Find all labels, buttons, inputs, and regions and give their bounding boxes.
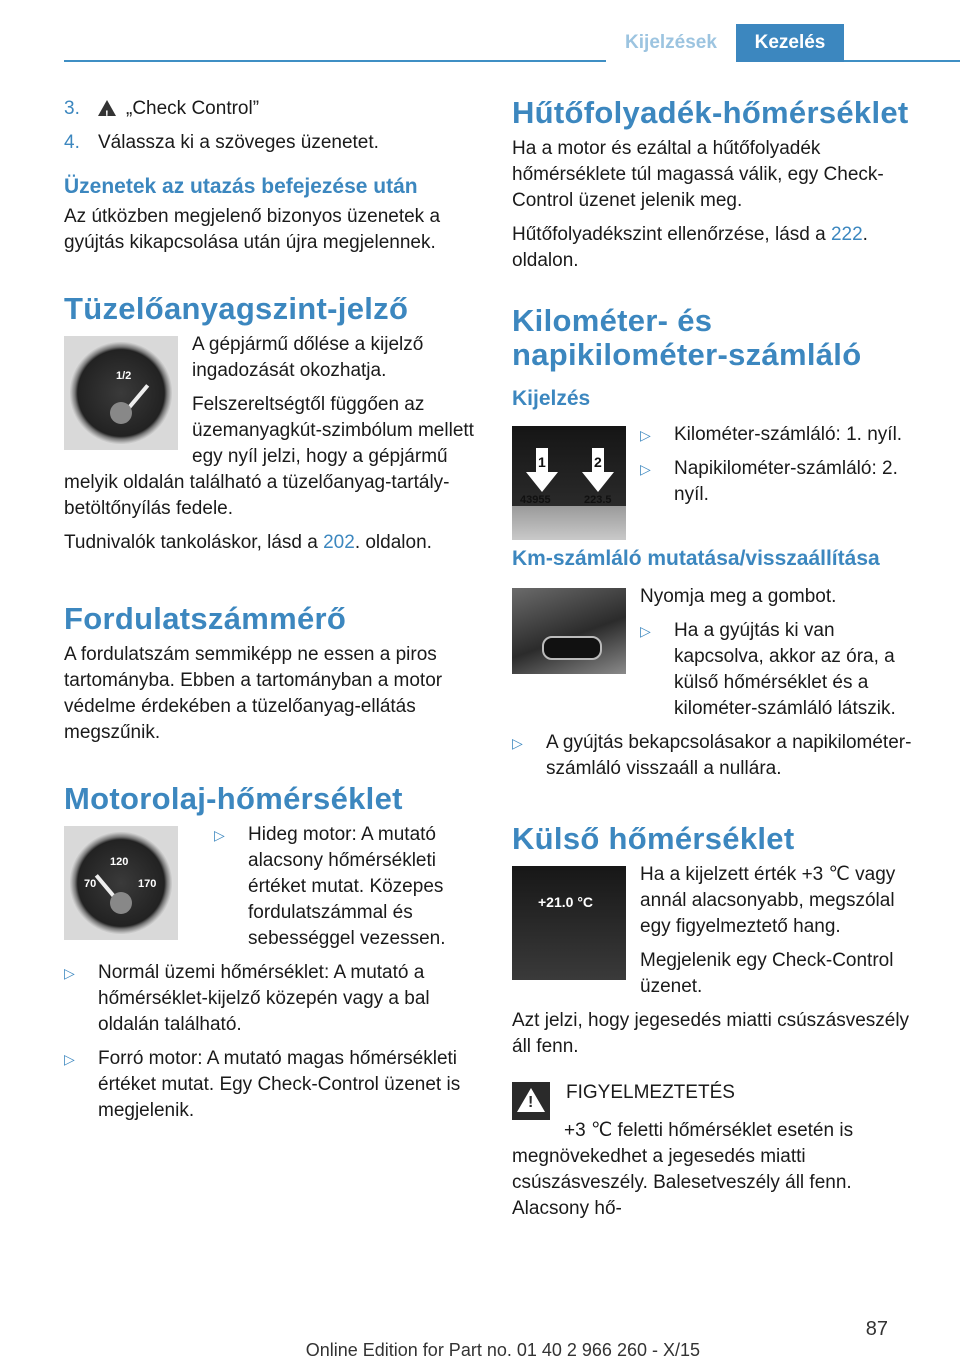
odo-item: ▷ Napikilométer-számláló: 2. nyíl. <box>640 456 928 508</box>
oil-item: ▷ Hideg motor: A mutató alacsony hőmérsékleti értéket mutat. Közepes fordulatszámmal és sebességgel vezessen. <box>214 822 480 952</box>
step-text: Válassza ki a szöveges üzenetet. <box>98 132 379 153</box>
odo-title: Kilométer- és napikilométer-számláló <box>512 303 862 372</box>
edition-footer: Online Edition for Part no. 01 40 2 966 260 - X/15 <box>305 1340 700 1360</box>
fuel-gauge-image <box>64 336 178 450</box>
rpm-text: A fordulatszám semmiképp ne essen a piros tartományba. Ebben a tartományban a motor védelme érdekében a tüzelőanyag-ellátás megszűnik. <box>64 644 443 743</box>
ext-p1: Ha a kijelzett érték +3 ℃ vagy annál alacsonyabb, megszólal egy figyelmeztető hang. <box>640 864 896 937</box>
subheading-after-trip: Üzenetek az utazás befejezése után <box>64 175 418 198</box>
odo-item: ▷ Kilométer-számláló: 1. nyíl. <box>640 422 928 448</box>
after-trip-text: Az útközben megjelenő bizonyos üzenetek a gyújtás kikapcsolása után újra megjelennek. <box>64 206 441 253</box>
warning-triangle-icon <box>98 100 116 116</box>
outside-temp-image: +21.0 °C <box>512 866 626 980</box>
oil-item: ▷ Normál üzemi hőmérséklet: A mutató a hőmérséklet-kijelző közepén vagy a bal oldalán található. <box>64 960 480 1038</box>
odometer-image: 1 2 43955 223.5 <box>512 426 626 540</box>
triangle-bullet-icon: ▷ <box>214 827 225 843</box>
step-number: 4. <box>64 132 80 153</box>
tab-kijelzesek[interactable]: Kijelzések <box>606 24 736 62</box>
warning-text: +3 ℃ feletti hőmérséklet esetén is megnövekedhet a jegesedés miatti csúszásveszély. Balesetveszély áll fenn. Alacsony hő- <box>512 1120 854 1219</box>
step-text: „Check Control” <box>126 98 260 119</box>
fuel-p2: Felszereltségtől függően az üzemanyagkút-szimbólum mellett egy nyíl jelzi, hogy a gépjármű melyik oldalán található a tüzelőanyag-tartály-betöltőnyílás fedele. <box>64 394 474 519</box>
odo-subheading: Kijelzés <box>512 387 591 410</box>
oil-title: Motorolaj-hőmérséklet <box>64 781 403 816</box>
triangle-bullet-icon: ▷ <box>512 735 523 751</box>
km-item: ▷ Ha a gyújtás ki van kapcsolva, akkor az óra, a külső hőmérséklet és a kilométer-számláló látszik. <box>640 618 928 722</box>
oil-gauge-image: 70 120 170 <box>64 826 178 940</box>
km-p1: Nyomja meg a gombot. <box>640 586 837 607</box>
page-number: 87 <box>865 1318 888 1340</box>
fuel-title: Tüzelőanyagszint-jelző <box>64 291 409 326</box>
reset-button-image <box>512 588 626 674</box>
triangle-bullet-icon: ▷ <box>640 623 651 639</box>
oil-item: ▷ Forró motor: A mutató magas hőmérsékleti értéket mutat. Egy Check-Control üzenet is megjelenik. <box>64 1046 480 1124</box>
warning-box <box>512 1078 928 1222</box>
step-4 <box>64 130 480 156</box>
km-subheading: Km-számláló mutatása/visszaállítása <box>512 547 880 570</box>
fuel-p3: Tudnivalók tankoláskor, lásd a 202. oldalon. <box>64 532 432 553</box>
page-link-202[interactable]: 202 <box>323 532 355 553</box>
ext-p2: Megjelenik egy Check-Control üzenet. <box>640 950 894 997</box>
step-3 <box>64 96 480 122</box>
fuel-p1: A gépjármű dőlése a kijelző ingadozását okozhatja. <box>192 334 424 381</box>
km-item: ▷ A gyújtás bekapcsolásakor a napikilométer-számláló visszaáll a nullára. <box>512 730 928 782</box>
right-column <box>512 96 928 1230</box>
warning-icon: ! <box>512 1082 550 1120</box>
warning-title: FIGYELMEZTETÉS <box>566 1082 735 1103</box>
step-number: 3. <box>64 98 80 119</box>
ext-title: Külső hőmérséklet <box>512 821 795 856</box>
triangle-bullet-icon: ▷ <box>64 1051 75 1067</box>
triangle-bullet-icon: ▷ <box>640 461 651 477</box>
ext-p3: Azt jelzi, hogy jegesedés miatti csúszásveszély áll fenn. <box>512 1010 910 1057</box>
gauge-label: 1/2 <box>116 370 132 382</box>
coolant-p2: Hűtőfolyadékszint ellenőrzése, lásd a 222. oldalon. <box>512 224 868 271</box>
tab-kezeles[interactable]: Kezelés <box>736 24 844 62</box>
coolant-title: Hűtőfolyadék-hőmérséklet <box>512 95 909 130</box>
rpm-title: Fordulatszámmérő <box>64 601 347 636</box>
triangle-bullet-icon: ▷ <box>64 965 75 981</box>
left-column <box>64 96 480 1132</box>
coolant-p1: Ha a motor és ezáltal a hűtőfolyadék hőmérséklete túl magassá válik, egy Check-Control üzenet jelenik meg. <box>512 138 884 211</box>
triangle-bullet-icon: ▷ <box>640 427 651 443</box>
page-link-222[interactable]: 222 <box>830 224 863 245</box>
